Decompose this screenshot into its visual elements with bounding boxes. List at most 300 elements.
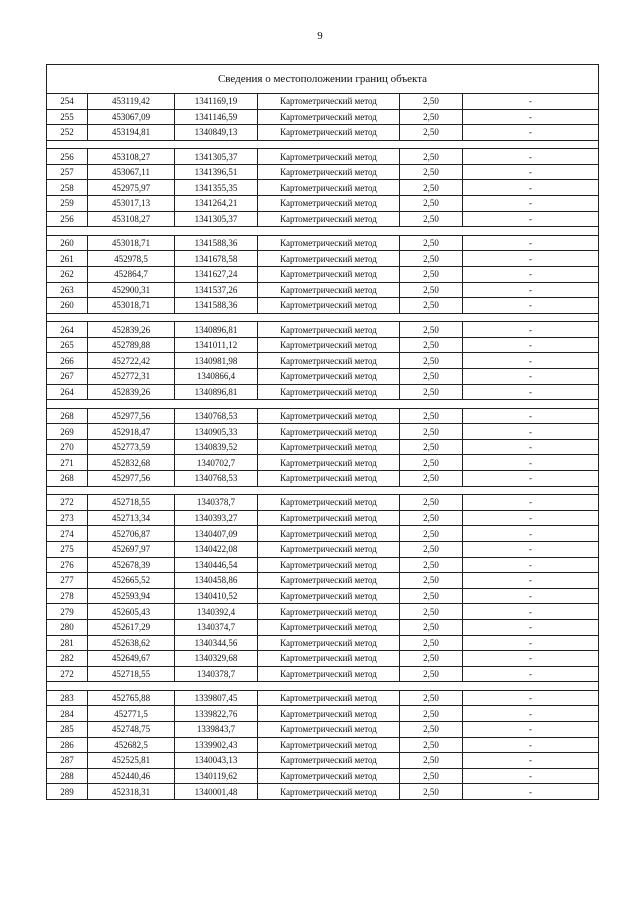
- y-coordinate-cell: 1341396,51: [175, 164, 258, 180]
- y-coordinate-cell: 1341537,26: [175, 282, 258, 298]
- precision-cell: 2,50: [400, 753, 463, 769]
- point-number-cell: 264: [47, 384, 88, 400]
- point-number-cell: 276: [47, 557, 88, 573]
- precision-cell: 2,50: [400, 94, 463, 110]
- method-cell: Картометрический метод: [258, 526, 400, 542]
- method-cell: Картометрический метод: [258, 235, 400, 251]
- description-cell: -: [463, 211, 599, 227]
- description-cell: -: [463, 768, 599, 784]
- point-number-cell: 268: [47, 471, 88, 487]
- point-number-cell: 283: [47, 690, 88, 706]
- precision-cell: 2,50: [400, 337, 463, 353]
- precision-cell: 2,50: [400, 635, 463, 651]
- separator-cell: [47, 486, 599, 495]
- y-coordinate-cell: 1340768,53: [175, 471, 258, 487]
- precision-cell: 2,50: [400, 384, 463, 400]
- point-number-cell: 279: [47, 604, 88, 620]
- method-cell: Картометрический метод: [258, 619, 400, 635]
- y-coordinate-cell: 1340768,53: [175, 408, 258, 424]
- point-number-cell: 282: [47, 651, 88, 667]
- x-coordinate-cell: 452638,62: [88, 635, 175, 651]
- table-row: [47, 266, 599, 282]
- table-row: [47, 455, 599, 471]
- table-row: [47, 211, 599, 227]
- x-coordinate-cell: 452665,52: [88, 573, 175, 589]
- point-number-cell: 252: [47, 125, 88, 141]
- method-cell: Картометрический метод: [258, 588, 400, 604]
- x-coordinate-cell: 452722,42: [88, 353, 175, 369]
- point-number-cell: 261: [47, 251, 88, 267]
- table-row: [47, 510, 599, 526]
- table-row: [47, 337, 599, 353]
- table-row: [47, 196, 599, 212]
- precision-cell: 2,50: [400, 588, 463, 604]
- x-coordinate-cell: 452440,46: [88, 768, 175, 784]
- x-coordinate-cell: 452977,56: [88, 408, 175, 424]
- description-cell: -: [463, 353, 599, 369]
- method-cell: Картометрический метод: [258, 125, 400, 141]
- method-cell: Картометрический метод: [258, 753, 400, 769]
- description-cell: -: [463, 651, 599, 667]
- precision-cell: 2,50: [400, 235, 463, 251]
- method-cell: Картометрический метод: [258, 282, 400, 298]
- y-coordinate-cell: 1340410,52: [175, 588, 258, 604]
- method-cell: Картометрический метод: [258, 384, 400, 400]
- point-number-cell: 278: [47, 588, 88, 604]
- table-row: [47, 753, 599, 769]
- precision-cell: 2,50: [400, 266, 463, 282]
- x-coordinate-cell: 452900,31: [88, 282, 175, 298]
- method-cell: Картометрический метод: [258, 666, 400, 682]
- x-coordinate-cell: 453067,11: [88, 164, 175, 180]
- precision-cell: 2,50: [400, 439, 463, 455]
- precision-cell: 2,50: [400, 721, 463, 737]
- point-number-cell: 263: [47, 282, 88, 298]
- point-number-cell: 258: [47, 180, 88, 196]
- method-cell: Картометрический метод: [258, 266, 400, 282]
- x-coordinate-cell: 452682,5: [88, 737, 175, 753]
- y-coordinate-cell: 1341011,12: [175, 337, 258, 353]
- x-coordinate-cell: 452617,29: [88, 619, 175, 635]
- y-coordinate-cell: 1340329,68: [175, 651, 258, 667]
- y-coordinate-cell: 1341305,37: [175, 149, 258, 165]
- description-cell: -: [463, 471, 599, 487]
- table-row: [47, 635, 599, 651]
- precision-cell: 2,50: [400, 784, 463, 800]
- x-coordinate-cell: 452649,67: [88, 651, 175, 667]
- description-cell: -: [463, 635, 599, 651]
- y-coordinate-cell: 1339822,76: [175, 706, 258, 722]
- precision-cell: 2,50: [400, 251, 463, 267]
- x-coordinate-cell: 453108,27: [88, 149, 175, 165]
- y-coordinate-cell: 1341678,58: [175, 251, 258, 267]
- y-coordinate-cell: 1341264,21: [175, 196, 258, 212]
- table-row: [47, 541, 599, 557]
- x-coordinate-cell: 452839,26: [88, 322, 175, 338]
- description-cell: -: [463, 495, 599, 511]
- precision-cell: 2,50: [400, 768, 463, 784]
- table-row: [47, 604, 599, 620]
- table-row: [47, 666, 599, 682]
- description-cell: -: [463, 164, 599, 180]
- x-coordinate-cell: 452864,7: [88, 266, 175, 282]
- y-coordinate-cell: 1340043,13: [175, 753, 258, 769]
- precision-cell: 2,50: [400, 180, 463, 196]
- x-coordinate-cell: 452765,88: [88, 690, 175, 706]
- method-cell: Картометрический метод: [258, 94, 400, 110]
- x-coordinate-cell: 452697,97: [88, 541, 175, 557]
- table-row: [47, 384, 599, 400]
- description-cell: -: [463, 541, 599, 557]
- table-body: [47, 65, 599, 800]
- point-number-cell: 277: [47, 573, 88, 589]
- point-number-cell: 260: [47, 235, 88, 251]
- description-cell: -: [463, 604, 599, 620]
- method-cell: Картометрический метод: [258, 149, 400, 165]
- method-cell: Картометрический метод: [258, 164, 400, 180]
- precision-cell: 2,50: [400, 322, 463, 338]
- y-coordinate-cell: 1339843,7: [175, 721, 258, 737]
- x-coordinate-cell: 453119,42: [88, 94, 175, 110]
- description-cell: -: [463, 94, 599, 110]
- description-cell: -: [463, 557, 599, 573]
- table-row: [47, 768, 599, 784]
- point-number-cell: 281: [47, 635, 88, 651]
- table-row: [47, 235, 599, 251]
- precision-cell: 2,50: [400, 282, 463, 298]
- description-cell: -: [463, 251, 599, 267]
- point-number-cell: 255: [47, 109, 88, 125]
- point-number-cell: 287: [47, 753, 88, 769]
- precision-cell: 2,50: [400, 424, 463, 440]
- separator-cell: [47, 227, 599, 236]
- description-cell: -: [463, 235, 599, 251]
- table-row: [47, 573, 599, 589]
- point-number-cell: 270: [47, 439, 88, 455]
- point-number-cell: 274: [47, 526, 88, 542]
- table-row: [47, 180, 599, 196]
- precision-cell: 2,50: [400, 211, 463, 227]
- precision-cell: 2,50: [400, 651, 463, 667]
- point-number-cell: 262: [47, 266, 88, 282]
- x-coordinate-cell: 452789,88: [88, 337, 175, 353]
- description-cell: -: [463, 439, 599, 455]
- method-cell: Картометрический метод: [258, 196, 400, 212]
- precision-cell: 2,50: [400, 196, 463, 212]
- y-coordinate-cell: 1340446,54: [175, 557, 258, 573]
- point-number-cell: 256: [47, 149, 88, 165]
- table-row: [47, 353, 599, 369]
- x-coordinate-cell: 452918,47: [88, 424, 175, 440]
- point-number-cell: 267: [47, 369, 88, 385]
- table-row: [47, 251, 599, 267]
- y-coordinate-cell: 1341588,36: [175, 235, 258, 251]
- method-cell: Картометрический метод: [258, 369, 400, 385]
- y-coordinate-cell: 1340896,81: [175, 322, 258, 338]
- description-cell: -: [463, 526, 599, 542]
- y-coordinate-cell: 1340839,52: [175, 439, 258, 455]
- method-cell: Картометрический метод: [258, 784, 400, 800]
- method-cell: Картометрический метод: [258, 768, 400, 784]
- point-number-cell: 289: [47, 784, 88, 800]
- method-cell: Картометрический метод: [258, 737, 400, 753]
- x-coordinate-cell: 452832,68: [88, 455, 175, 471]
- x-coordinate-cell: 452748,75: [88, 721, 175, 737]
- precision-cell: 2,50: [400, 109, 463, 125]
- method-cell: Картометрический метод: [258, 353, 400, 369]
- precision-cell: 2,50: [400, 125, 463, 141]
- table-row: [47, 495, 599, 511]
- group-separator-row: [47, 313, 599, 322]
- y-coordinate-cell: 1340422,08: [175, 541, 258, 557]
- y-coordinate-cell: 1341169,19: [175, 94, 258, 110]
- method-cell: Картометрический метод: [258, 180, 400, 196]
- title-row: [47, 65, 599, 94]
- table-row: [47, 557, 599, 573]
- separator-cell: [47, 682, 599, 691]
- description-cell: -: [463, 424, 599, 440]
- y-coordinate-cell: 1340119,62: [175, 768, 258, 784]
- point-number-cell: 284: [47, 706, 88, 722]
- table-row: [47, 424, 599, 440]
- method-cell: Картометрический метод: [258, 211, 400, 227]
- x-coordinate-cell: 452773,59: [88, 439, 175, 455]
- method-cell: Картометрический метод: [258, 573, 400, 589]
- table-row: [47, 619, 599, 635]
- description-cell: -: [463, 109, 599, 125]
- x-coordinate-cell: 453067,09: [88, 109, 175, 125]
- table-row: [47, 94, 599, 110]
- description-cell: -: [463, 322, 599, 338]
- method-cell: Картометрический метод: [258, 322, 400, 338]
- table-row: [47, 651, 599, 667]
- x-coordinate-cell: 453194,81: [88, 125, 175, 141]
- precision-cell: 2,50: [400, 164, 463, 180]
- table-row: [47, 282, 599, 298]
- description-cell: -: [463, 369, 599, 385]
- precision-cell: 2,50: [400, 573, 463, 589]
- precision-cell: 2,50: [400, 526, 463, 542]
- method-cell: Картометрический метод: [258, 604, 400, 620]
- point-number-cell: 257: [47, 164, 88, 180]
- x-coordinate-cell: 452975,97: [88, 180, 175, 196]
- precision-cell: 2,50: [400, 557, 463, 573]
- x-coordinate-cell: 452977,56: [88, 471, 175, 487]
- boundary-coordinates-table: [46, 64, 599, 800]
- precision-cell: 2,50: [400, 455, 463, 471]
- point-number-cell: 272: [47, 495, 88, 511]
- precision-cell: 2,50: [400, 690, 463, 706]
- method-cell: Картометрический метод: [258, 510, 400, 526]
- group-separator-row: [47, 140, 599, 149]
- point-number-cell: 286: [47, 737, 88, 753]
- precision-cell: 2,50: [400, 706, 463, 722]
- y-coordinate-cell: 1340374,7: [175, 619, 258, 635]
- table-row: [47, 721, 599, 737]
- y-coordinate-cell: 1339902,43: [175, 737, 258, 753]
- y-coordinate-cell: 1341146,59: [175, 109, 258, 125]
- x-coordinate-cell: 453108,27: [88, 211, 175, 227]
- x-coordinate-cell: 452593,94: [88, 588, 175, 604]
- y-coordinate-cell: 1341355,35: [175, 180, 258, 196]
- precision-cell: 2,50: [400, 408, 463, 424]
- y-coordinate-cell: 1340344,56: [175, 635, 258, 651]
- precision-cell: 2,50: [400, 353, 463, 369]
- x-coordinate-cell: 452718,55: [88, 495, 175, 511]
- precision-cell: 2,50: [400, 666, 463, 682]
- method-cell: Картометрический метод: [258, 690, 400, 706]
- method-cell: Картометрический метод: [258, 471, 400, 487]
- y-coordinate-cell: 1340001,48: [175, 784, 258, 800]
- y-coordinate-cell: 1340896,81: [175, 384, 258, 400]
- table-row: [47, 125, 599, 141]
- point-number-cell: 273: [47, 510, 88, 526]
- method-cell: Картометрический метод: [258, 721, 400, 737]
- table-row: [47, 408, 599, 424]
- table-title: Сведения о местоположении границ объекта: [47, 65, 599, 94]
- y-coordinate-cell: 1341588,36: [175, 298, 258, 314]
- y-coordinate-cell: 1340981,98: [175, 353, 258, 369]
- description-cell: -: [463, 408, 599, 424]
- group-separator-row: [47, 400, 599, 409]
- x-coordinate-cell: 452605,43: [88, 604, 175, 620]
- method-cell: Картометрический метод: [258, 495, 400, 511]
- point-number-cell: 254: [47, 94, 88, 110]
- y-coordinate-cell: 1340378,7: [175, 666, 258, 682]
- description-cell: -: [463, 510, 599, 526]
- point-number-cell: 285: [47, 721, 88, 737]
- table-row: [47, 784, 599, 800]
- description-cell: -: [463, 149, 599, 165]
- description-cell: -: [463, 455, 599, 471]
- separator-cell: [47, 400, 599, 409]
- point-number-cell: 265: [47, 337, 88, 353]
- y-coordinate-cell: 1340702,7: [175, 455, 258, 471]
- table-row: [47, 471, 599, 487]
- description-cell: -: [463, 721, 599, 737]
- table-row: [47, 298, 599, 314]
- table-row: [47, 690, 599, 706]
- x-coordinate-cell: 452713,34: [88, 510, 175, 526]
- x-coordinate-cell: 452525,81: [88, 753, 175, 769]
- description-cell: -: [463, 666, 599, 682]
- table-row: [47, 369, 599, 385]
- point-number-cell: 259: [47, 196, 88, 212]
- x-coordinate-cell: 453018,71: [88, 235, 175, 251]
- point-number-cell: 272: [47, 666, 88, 682]
- table-row: [47, 149, 599, 165]
- x-coordinate-cell: 452978,5: [88, 251, 175, 267]
- description-cell: -: [463, 196, 599, 212]
- description-cell: -: [463, 619, 599, 635]
- point-number-cell: 260: [47, 298, 88, 314]
- x-coordinate-cell: 453018,71: [88, 298, 175, 314]
- description-cell: -: [463, 753, 599, 769]
- point-number-cell: 256: [47, 211, 88, 227]
- y-coordinate-cell: 1340849,13: [175, 125, 258, 141]
- description-cell: -: [463, 706, 599, 722]
- description-cell: -: [463, 737, 599, 753]
- point-number-cell: 264: [47, 322, 88, 338]
- precision-cell: 2,50: [400, 541, 463, 557]
- precision-cell: 2,50: [400, 604, 463, 620]
- method-cell: Картометрический метод: [258, 298, 400, 314]
- precision-cell: 2,50: [400, 495, 463, 511]
- precision-cell: 2,50: [400, 737, 463, 753]
- method-cell: Картометрический метод: [258, 251, 400, 267]
- separator-cell: [47, 313, 599, 322]
- precision-cell: 2,50: [400, 619, 463, 635]
- y-coordinate-cell: 1339807,45: [175, 690, 258, 706]
- point-number-cell: 288: [47, 768, 88, 784]
- description-cell: -: [463, 337, 599, 353]
- group-separator-row: [47, 682, 599, 691]
- x-coordinate-cell: 452318,31: [88, 784, 175, 800]
- x-coordinate-cell: 452839,26: [88, 384, 175, 400]
- table-row: [47, 588, 599, 604]
- point-number-cell: 275: [47, 541, 88, 557]
- precision-cell: 2,50: [400, 298, 463, 314]
- y-coordinate-cell: 1341627,24: [175, 266, 258, 282]
- y-coordinate-cell: 1340866,4: [175, 369, 258, 385]
- x-coordinate-cell: 452772,31: [88, 369, 175, 385]
- method-cell: Картометрический метод: [258, 439, 400, 455]
- point-number-cell: 266: [47, 353, 88, 369]
- description-cell: -: [463, 784, 599, 800]
- method-cell: Картометрический метод: [258, 706, 400, 722]
- description-cell: -: [463, 588, 599, 604]
- method-cell: Картометрический метод: [258, 337, 400, 353]
- point-number-cell: 271: [47, 455, 88, 471]
- y-coordinate-cell: 1340407,09: [175, 526, 258, 542]
- description-cell: -: [463, 384, 599, 400]
- method-cell: Картометрический метод: [258, 541, 400, 557]
- precision-cell: 2,50: [400, 369, 463, 385]
- x-coordinate-cell: 452771,5: [88, 706, 175, 722]
- x-coordinate-cell: 452678,39: [88, 557, 175, 573]
- y-coordinate-cell: 1340393,27: [175, 510, 258, 526]
- description-cell: -: [463, 298, 599, 314]
- description-cell: -: [463, 266, 599, 282]
- y-coordinate-cell: 1340392,4: [175, 604, 258, 620]
- precision-cell: 2,50: [400, 471, 463, 487]
- separator-cell: [47, 140, 599, 149]
- point-number-cell: 280: [47, 619, 88, 635]
- method-cell: Картометрический метод: [258, 424, 400, 440]
- description-cell: -: [463, 180, 599, 196]
- precision-cell: 2,50: [400, 149, 463, 165]
- table-row: [47, 439, 599, 455]
- method-cell: Картометрический метод: [258, 635, 400, 651]
- table-row: [47, 109, 599, 125]
- x-coordinate-cell: 452718,55: [88, 666, 175, 682]
- point-number-cell: 268: [47, 408, 88, 424]
- description-cell: -: [463, 125, 599, 141]
- y-coordinate-cell: 1340458,86: [175, 573, 258, 589]
- method-cell: Картометрический метод: [258, 557, 400, 573]
- x-coordinate-cell: 452706,87: [88, 526, 175, 542]
- group-separator-row: [47, 486, 599, 495]
- precision-cell: 2,50: [400, 510, 463, 526]
- method-cell: Картометрический метод: [258, 651, 400, 667]
- group-separator-row: [47, 227, 599, 236]
- description-cell: -: [463, 282, 599, 298]
- y-coordinate-cell: 1340905,33: [175, 424, 258, 440]
- method-cell: Картометрический метод: [258, 455, 400, 471]
- table-row: [47, 706, 599, 722]
- method-cell: Картометрический метод: [258, 109, 400, 125]
- table-row: [47, 322, 599, 338]
